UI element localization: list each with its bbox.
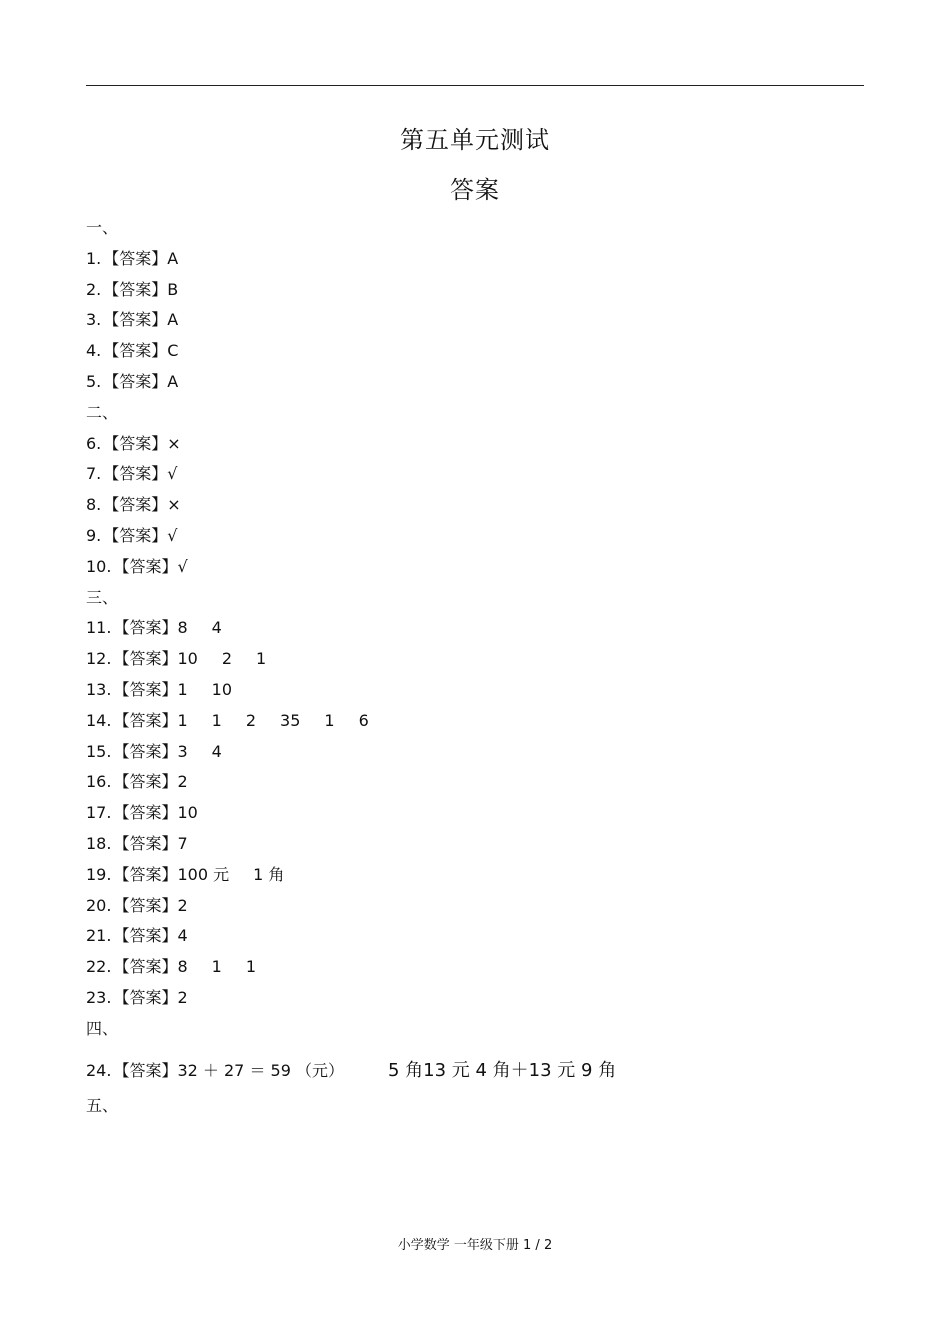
question-number: 7. [86, 464, 102, 484]
answer-row [86, 891, 866, 922]
question-number: 24. [86, 1060, 112, 1080]
page-subtitle: 答案 [450, 176, 500, 204]
answer-value: 1 角 [253, 864, 285, 884]
question-number: 11. [86, 618, 112, 638]
question-number: 18. [86, 833, 112, 853]
answer-tag: 【答案】 [103, 279, 168, 299]
answer-row [86, 983, 866, 1014]
answer-row [86, 644, 866, 675]
answer-tag: 【答案】 [103, 433, 168, 453]
question-number: 15. [86, 741, 112, 761]
answer-row [86, 952, 866, 983]
question-number: 9. [86, 525, 102, 545]
answer-value: 32 ＋ 27 ＝ 59 （元） [177, 1060, 344, 1080]
answer-value: 2 [245, 710, 257, 730]
answer-row [86, 521, 866, 552]
answer-value: 2 [177, 895, 188, 915]
answer-tag: 【答案】 [113, 926, 178, 946]
answer-content [86, 213, 866, 1121]
answer-value: √ [167, 464, 178, 484]
question-number: 20. [86, 895, 112, 915]
answer-tag: 【答案】 [113, 833, 178, 853]
answer-value: √ [167, 525, 178, 545]
question-number: 3. [86, 310, 102, 330]
answer-row [86, 798, 866, 829]
answer-value: A [167, 248, 179, 268]
section-heading: 四、 [86, 1018, 119, 1038]
section-heading: 二、 [86, 402, 119, 422]
answer-row [86, 429, 866, 460]
answer-tag: 【答案】 [103, 310, 168, 330]
question-number: 5. [86, 371, 102, 391]
answer-row [86, 336, 866, 367]
answer-row [86, 860, 866, 891]
answer-value: 35 [280, 710, 301, 730]
answer-value: 10 [211, 679, 233, 699]
answer-tag: 【答案】 [103, 464, 168, 484]
answer-tag: 【答案】 [113, 618, 178, 638]
answer-value: B [167, 279, 179, 299]
answer-value: A [167, 310, 179, 330]
answer-tag: 【答案】 [103, 371, 168, 391]
answer-value: 10 [177, 649, 198, 669]
answer-value: 10 [177, 803, 198, 823]
answer-row [86, 305, 866, 336]
answer-row [86, 613, 866, 644]
question-number: 16. [86, 772, 112, 792]
answer-value: √ [177, 556, 188, 576]
answer-row [86, 767, 866, 798]
answer-value: × [167, 495, 181, 515]
answer-tag: 【答案】 [113, 1060, 178, 1080]
answer-value: × [167, 433, 181, 453]
question-number: 21. [86, 926, 112, 946]
answer-tag: 【答案】 [113, 987, 178, 1007]
answer-tag: 【答案】 [113, 741, 178, 761]
answer-row [86, 1045, 866, 1091]
answer-value: 4 [211, 741, 222, 761]
answer-tag: 【答案】 [113, 803, 178, 823]
answer-row [86, 459, 866, 490]
question-number: 12. [86, 649, 112, 669]
question-number: 22. [86, 957, 112, 977]
answer-tag: 【答案】 [103, 248, 168, 268]
answer-extra: 5 角13 元 4 角＋13 元 9 角 [387, 1059, 617, 1081]
answer-value: 2 [177, 987, 188, 1007]
answer-row [86, 829, 866, 860]
answer-tag: 【答案】 [113, 895, 178, 915]
section-heading: 三、 [86, 587, 119, 607]
answer-value: 4 [177, 926, 188, 946]
answer-row [86, 552, 866, 583]
answer-value: 8 [177, 957, 188, 977]
question-number: 4. [86, 341, 102, 361]
header-rule [86, 85, 864, 86]
answer-tag: 【答案】 [113, 710, 178, 730]
answer-value: 1 [211, 957, 222, 977]
answer-value: 2 [221, 649, 233, 669]
answer-row [86, 244, 866, 275]
question-number: 1. [86, 248, 102, 268]
answer-value: 1 [211, 710, 222, 730]
answer-tag: 【答案】 [103, 525, 168, 545]
section-heading: 一、 [86, 218, 119, 237]
answer-tag: 【答案】 [113, 556, 178, 576]
answer-value: 7 [177, 833, 188, 853]
answer-tag: 【答案】 [113, 649, 178, 669]
answer-tag: 【答案】 [113, 772, 178, 792]
answer-value: 1 [177, 710, 188, 730]
question-number: 14. [86, 710, 112, 730]
question-number: 2. [86, 279, 102, 299]
answer-row [86, 737, 866, 768]
answer-value: 1 [245, 957, 257, 977]
page-title: 第五单元测试 [400, 126, 550, 154]
answer-value: 4 [211, 618, 222, 638]
question-number: 8. [86, 495, 102, 515]
question-number: 6. [86, 433, 102, 453]
answer-tag: 【答案】 [103, 495, 168, 515]
answer-value: 8 [177, 618, 188, 638]
answer-value: 2 [177, 772, 188, 792]
question-number: 10. [86, 556, 112, 576]
question-number: 17. [86, 803, 112, 823]
answer-value: 6 [358, 710, 369, 730]
answer-value: 1 [324, 710, 335, 730]
question-number: 23. [86, 987, 112, 1007]
question-number: 13. [86, 679, 112, 699]
answer-value: C [167, 341, 179, 361]
answer-row [86, 921, 866, 952]
page-footer: 小学数学 一年级下册 1 / 2 [397, 1238, 553, 1253]
answer-row [86, 367, 866, 398]
answer-tag: 【答案】 [113, 957, 178, 977]
answer-row [86, 490, 866, 521]
question-number: 19. [86, 864, 112, 884]
answer-row [86, 275, 866, 306]
answer-tag: 【答案】 [113, 679, 178, 699]
answer-value: 100 元 [177, 864, 230, 884]
section-heading: 五、 [86, 1095, 119, 1115]
answer-value: 1 [256, 649, 267, 669]
answer-tag: 【答案】 [113, 864, 178, 884]
answer-value: 1 [177, 679, 188, 699]
answer-value: 3 [177, 741, 188, 761]
answer-value: A [167, 371, 179, 391]
answer-tag: 【答案】 [103, 341, 168, 361]
answer-row [86, 675, 866, 706]
answer-row [86, 706, 866, 737]
